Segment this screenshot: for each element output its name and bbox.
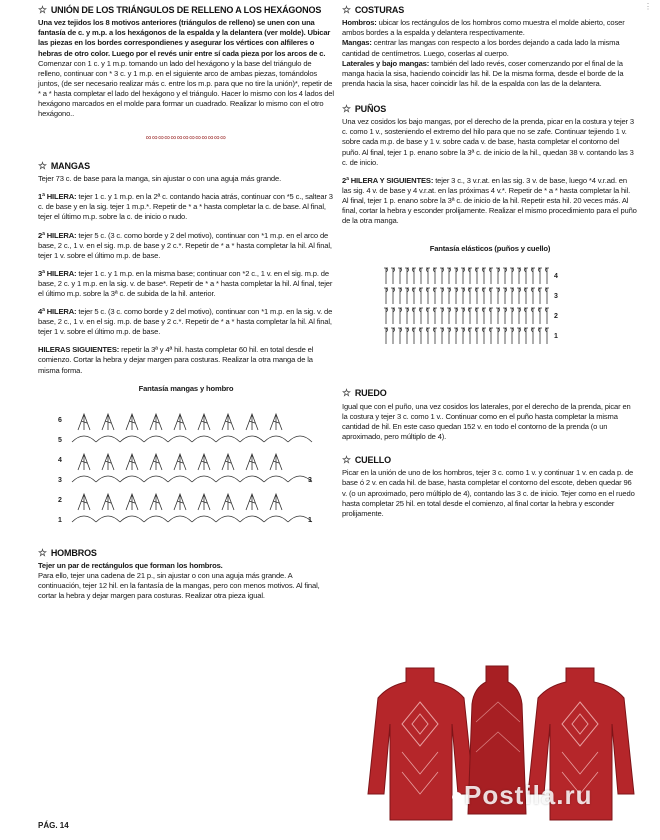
chart1-title: Fantasía mangas y hombro [138,383,234,393]
chart1-treble-symbol [78,494,90,510]
chart2-post-stitch [426,328,430,344]
chart2-post-stitch [545,328,549,344]
chart2-post-stitch [454,328,458,344]
hombros-section [38,547,334,602]
chart2-post-stitch [510,268,514,284]
chart1-chain-arc [216,436,240,442]
chart2-post-stitch [482,288,486,304]
chart2-post-stitch [503,328,507,344]
punos-text: Una vez cosidos los bajo mangas, por el derecho de la prenda, picar en la costura y tejer 3 c. como 1 v., sosteniendo el extremo del hilo para que no se zafe. Continuar tejiendo 1 v. sobre cada m.p. de base y 1 v. sobre cada v. de base, hasta completar el contorno del puño. Al final, tejer 1 p. enano sobre la 3ª c. de inicio de la hil., quedan 38 v. contando las 3 c. de inicio. [342,117,634,167]
chart1-treble-symbol [270,454,282,470]
chart1-chain-arc [240,476,264,482]
mangas-row-next: HILERAS SIGUIENTES: repetir la 3ª y 4ª hil. hasta completar 60 hil. en total desde el comienzo. Cortar la hebra y dejar margen para costuras. Realizar la otra manga de la misma forma. [38,345,314,375]
chart1-chain-arc [168,476,192,482]
chart2-post-stitch [384,308,388,324]
chart2-post-stitch [426,288,430,304]
chart2-post-stitch [391,328,395,344]
chart1-chain-arc [264,516,288,522]
chart2-post-stitch [384,288,388,304]
chart1-chain-arc [120,516,144,522]
star-icon: ☆ [38,160,47,172]
chart2-post-stitch [412,308,416,324]
right-column [342,4,638,525]
chart1-chain-arc [96,476,120,482]
chart1-chain-arc [264,476,288,482]
chart1-treble-symbol [126,494,138,510]
chart2-post-stitch [517,268,521,284]
corner-dots-icon: ⋮ [644,2,652,11]
chart1-chain-arc [264,436,288,442]
chart2-post-stitch [489,268,493,284]
star-icon: ☆ [342,388,351,400]
chart2-post-stitch [391,288,395,304]
chart1-chain-arc [120,436,144,442]
chart2-post-stitch [510,328,514,344]
mangas-row-4: 4ª HILERA: tejer 5 c. (3 c. como borde y 2 del motivo), continuar con *1 m.p. en la sig. v. de base, 2 c., 1 v. en el sig. m.p. de base y 2 c.*. Repetir de * a * hasta completar la hil. Al final, tejer 1 v. sobre el último m.p. de base. [38,307,333,337]
union-title: UNIÓN DE LOS TRIÁNGULOS DE RELLENO A LOS HEXÁGONOS [50,4,322,15]
chart1-label-2: 2 [58,496,62,504]
chart2-post-stitch [531,268,535,284]
chart1-chain-arc [288,436,312,442]
chart1-treble-symbol [102,494,114,510]
chart2-post-stitch [489,288,493,304]
hombros-title: HOMBROS [50,547,97,558]
union-heading [38,4,334,17]
chart1-treble-symbol [150,454,162,470]
chart2-post-stitch [384,268,388,284]
chart1-label-right-1: 1 [308,516,312,524]
chart2-post-stitch [538,288,542,304]
chart2-post-stitch [391,308,395,324]
chart2-post-stitch [447,288,451,304]
cuello-section [342,454,638,519]
chart1-label-6: 6 [58,416,62,424]
costuras-mangas: Mangas: centrar las mangas con respecto a los bordes dejando a cada lado la misma cantidad de centímetros. Luego, coserlas al cuerpo. [342,38,620,58]
chart2-post-stitch [496,268,500,284]
chart2-post-stitch [433,288,437,304]
chart2-post-stitch [510,308,514,324]
chart1-treble-symbol [174,414,186,430]
chart2-post-stitch [517,328,521,344]
star-icon: ☆ [342,5,351,16]
chart2-post-stitch [412,288,416,304]
chart1-chain-arc [240,436,264,442]
chart2-post-stitch [405,328,409,344]
chart2-post-stitch [496,308,500,324]
chart2-post-stitch [412,268,416,284]
chart2-label-1: 1 [554,333,558,341]
chart1-chain-arc [192,516,216,522]
chart1-diagram [38,398,334,538]
chart1-treble-symbol [150,494,162,510]
page-number: PÁG. 14 [38,821,69,830]
chart2-label-2: 2 [554,313,558,321]
chart2-post-stitch [461,308,465,324]
chart2-post-stitch [475,288,479,304]
hombros-text: Para ello, tejer una cadena de 21 p., sin ajustar o con una aguja más grande. A continuación, tejer 12 hil. en la fantasía de la mangas, pero con menos motivos. Al final, cortar la hebra y dejar margen para costuras. Realizar otra pieza igual. [38,571,320,601]
union-text: Comenzar con 1 c. y 1 m.p. tomando un lado del hexágono y la base del triángulo de relleno, continuar con * 3 c. y 1 m.p. en el siguiente arco de ambas piezas, tomándolos juntos, (de ser necesario realizar más c. entre los m.p. para que no tire la unión)*, repetir de * a * hasta completar el lado del hexágono y el triángulo. Hacer lo mismo con los 4 lados del hexágono marcados en el molde para formar un cuadrado. Realizar lo mismo con el otro hexágono.. [38,58,334,119]
chart2-post-stitch [426,308,430,324]
chart2-post-stitch [531,288,535,304]
chart2-post-stitch [496,328,500,344]
chart2-post-stitch [412,328,416,344]
chart2-post-stitch [496,288,500,304]
mangas-row-1: 1ª HILERA: tejer 1 c. y 1 m.p. en la 2ª c. contando hacia atrás, continuar con *5 c., saltear 3 c. de base y en la sig. tejer 1 m.p.*. Repetir de * a * hasta completar la c. de base. Al final, tejer el último m.p. sobre la c. de inicio o nudo. [38,192,333,222]
hombros-heading [38,547,334,560]
chart1-label-4: 4 [58,456,62,464]
chart1-chain-arc [192,436,216,442]
chart2-post-stitch [454,288,458,304]
chart1-treble-symbol [246,454,258,470]
mangas-intro: Tejer 73 c. de base para la manga, sin ajustar o con una aguja más grande. [38,174,282,184]
costuras-laterales: Laterales y bajo mangas: también del lado revés, coser comenzando por el final de la manga hacia la sisa, haciendo coincidir las hil. De la misma forma, desde el borde de la prenda hacia la sisa, hacer coincidir las hil. de la espalda con las de la delantera. [342,58,624,88]
chart2-post-stitch [482,308,486,324]
chart2-post-stitch [482,328,486,344]
chart2-post-stitch [391,268,395,284]
chart1-treble-symbol [222,454,234,470]
chart1-label-right-3: 3 [308,476,312,484]
chart2-post-stitch [440,288,444,304]
chart2-post-stitch [461,268,465,284]
chart2-post-stitch [475,308,479,324]
union-section [38,4,334,119]
chart2-post-stitch [503,308,507,324]
hombros-bold-text: Tejer un par de rectángulos que forman los hombros. [38,561,223,571]
chart2-post-stitch [447,268,451,284]
chart2-post-stitch [461,288,465,304]
ruedo-title: RUEDO [354,388,387,399]
chart1-chain-arc [144,516,168,522]
chart1-label-3: 3 [58,476,62,484]
chart2-post-stitch [447,328,451,344]
ruedo-heading [342,387,638,400]
chart2-post-stitch [419,288,423,304]
chart2-post-stitch [454,268,458,284]
chart2-post-stitch [524,328,528,344]
mangas-section [38,160,334,376]
chart2-post-stitch [398,288,402,304]
chart2-post-stitch [538,328,542,344]
chart1-treble-symbol [174,494,186,510]
watermark-dot-icon [452,792,462,802]
chart1-chain-arc [96,516,120,522]
chart2-post-stitch [531,308,535,324]
chart2-post-stitch [405,268,409,284]
chart1-treble-symbol [150,414,162,430]
chart2-post-stitch [433,308,437,324]
ruedo-text: Igual que con el puño, una vez cosidos los laterales, por el derecho de la prenda, picar en la costura y tejer 3 c. como 1 v.. Continuar como en el puño hasta completar la misma cantidad de hil. En este caso quedan 152 v. en todo el contorno de la prenda (o un aproximado, pero múltiplo de 4). [342,401,631,441]
cuello-heading [342,454,638,467]
chart2-post-stitch [545,288,549,304]
chart1-treble-symbol [78,414,90,430]
cuello-text: Picar en la unión de uno de los hombros, tejer 3 c. como 1 v. y continuar 1 v. en cada p. de base ó 2 v. en cada hil. de base, hasta completar el contorno del escote, deben quedar 96 v. (o un aproximado, pero múltiplo de 4), contando las 3 c. de inicio. Tejer como en el ruedo hasta completar 25 hil. en total desde el comienzo, al final cortar la hebra y esconder prolijamente. [342,468,635,518]
chart2-post-stitch [545,268,549,284]
chart1-label-1: 1 [58,516,62,524]
chart2-post-stitch [419,308,423,324]
chart1-treble-symbol [102,414,114,430]
costuras-section [342,4,638,89]
chart2-post-stitch [531,328,535,344]
chart1-treble-symbol [78,454,90,470]
chart2-post-stitch [489,328,493,344]
punos-heading [342,103,638,116]
left-column [38,4,334,608]
chart1-chain-arc [96,436,120,442]
chart2-post-stitch [482,268,486,284]
chart1-treble-symbol [246,494,258,510]
chart1-chain-arc [192,476,216,482]
chart2-title: Fantasía elásticos (puños y cuello) [429,244,551,254]
chart2-post-stitch [468,268,472,284]
chart2-post-stitch [398,268,402,284]
chart1-treble-symbol [198,414,210,430]
chart2-post-stitch [468,288,472,304]
chart1-treble-symbol [222,494,234,510]
star-icon: ☆ [342,455,351,467]
punos-section [342,103,638,226]
ruedo-section [342,387,638,442]
chart2-post-stitch [538,308,542,324]
stitch-divider: ∞∞∞∞∞∞∞∞∞∞∞∞∞ [145,133,227,143]
chart2-post-stitch [426,268,430,284]
chart2-post-stitch [538,268,542,284]
chart2-post-stitch [524,288,528,304]
cuello-title: CUELLO [354,454,391,465]
star-icon: ☆ [38,547,47,559]
chart1-chain-arc [72,476,96,482]
chart1-chain-arc [144,476,168,482]
chart2-post-stitch [398,328,402,344]
chart2-post-stitch [461,328,465,344]
chart2-diagram [342,258,638,350]
union-bold-text: Una vez tejidos los 8 motivos anteriores (triángulos de relleno) se unen con una fantasía de c. y m.p. a los hexágonos de la espalda y la delantera (ver molde). Ubicar las piezas en los bordes correspondienes y asegurar los vértices con alfileres o hebras de otro color. Luego por el revés unir entre sí cada pieza por los arcos de c. [38,18,331,58]
chart2-post-stitch [419,328,423,344]
chart2-post-stitch [440,308,444,324]
chart1-chain-arc [168,516,192,522]
chart2-label-3: 3 [554,293,558,301]
chart1-chain-arc [72,516,96,522]
chart2-post-stitch [468,328,472,344]
punos-row-next: 2ª HILERA Y SIGUIENTES: tejer 3 c., 3 v.r.at. en las sig. 3 v. de base, luego *4 v.r.ad. en las sig. 4 v. de base y 4 v.r.at. en las próximas 4 v.*. Repetir de * a * hasta completar la hil. Al final, tejer 1 p. enano sobre la 3ª c. de inicio de la hil. Repetir esta hil. 20 veces más. Al final, cortar la hebra y esconder prolijamente. Realizar el mismo procedimiento para el puño de la otra manga. [342,175,637,226]
chart2-post-stitch [524,268,528,284]
chart2-post-stitch [503,268,507,284]
punos-title: PUÑOS [354,103,387,114]
chart2-post-stitch [468,308,472,324]
chart2-post-stitch [475,328,479,344]
chart1-treble-symbol [270,494,282,510]
watermark: Postila.ru [450,780,592,811]
chart2-post-stitch [384,328,388,344]
chart1-chain-arc [168,436,192,442]
chart1-treble-symbol [198,454,210,470]
mangas-title: MANGAS [50,160,90,171]
chart2-post-stitch [447,308,451,324]
chart1-treble-symbol [126,454,138,470]
chart1-treble-symbol [198,494,210,510]
chart2-post-stitch [517,308,521,324]
costuras-title: COSTURAS [354,4,405,15]
chart2-post-stitch [398,308,402,324]
chart1-treble-symbol [126,414,138,430]
star-icon: ☆ [342,103,351,115]
chart1-chain-arc [120,476,144,482]
costuras-hombros: Hombros: ubicar los rectángulos de los hombros como muestra el molde abierto, coser ambos bordes a la espalda y delantera respectivamente. [342,18,625,38]
mangas-heading [38,160,334,173]
chart1-chain-arc [216,476,240,482]
chart1-chain-arc [216,516,240,522]
chart1-chain-arc [144,436,168,442]
chart1-label-5: 5 [58,436,62,444]
chart2-post-stitch [489,308,493,324]
chart2-post-stitch [433,328,437,344]
chart1-chain-arc [240,516,264,522]
chart2-post-stitch [405,308,409,324]
chart2-post-stitch [454,308,458,324]
chart2-label-4: 4 [554,273,558,281]
chart2-post-stitch [405,288,409,304]
chart2-post-stitch [440,328,444,344]
star-icon: ☆ [38,5,47,16]
chart1-treble-symbol [270,414,282,430]
chart1-chain-arc [72,436,96,442]
chart2-post-stitch [524,308,528,324]
chart2-post-stitch [440,268,444,284]
chart2-post-stitch [419,268,423,284]
chart2-post-stitch [475,268,479,284]
mangas-row-2: 2ª HILERA: tejer 5 c. (3 c. como borde y 2 del motivo), continuar con *1 m.p. en el arco de base, 2 c., 1 v. en el sig. m.p. de base y 2 c.*. Repetir de * a * hasta completar la hil. Al final, tejer 1 v. sobre el último m.p. de base. [38,230,332,260]
chart2-post-stitch [517,288,521,304]
chart1-treble-symbol [102,454,114,470]
chart2-post-stitch [503,288,507,304]
costuras-heading [342,4,638,17]
chart2-post-stitch [510,288,514,304]
chart2-post-stitch [433,268,437,284]
chart1-treble-symbol [246,414,258,430]
chart2-post-stitch [545,308,549,324]
mangas-row-3: 3ª HILERA: tejer 1 c. y 1 m.p. en la misma base; continuar con *2 c., 1 v. en el sig. m.p. de base, 2 c. y 1 m.p. en la sig. v. de base*. Repetir de * a * hasta completar la hil. Al final, tejer el último m.p. sobre la 3ª c. de subida de la hil. anterior. [38,268,333,298]
chart1-treble-symbol [222,414,234,430]
chart1-treble-symbol [174,454,186,470]
